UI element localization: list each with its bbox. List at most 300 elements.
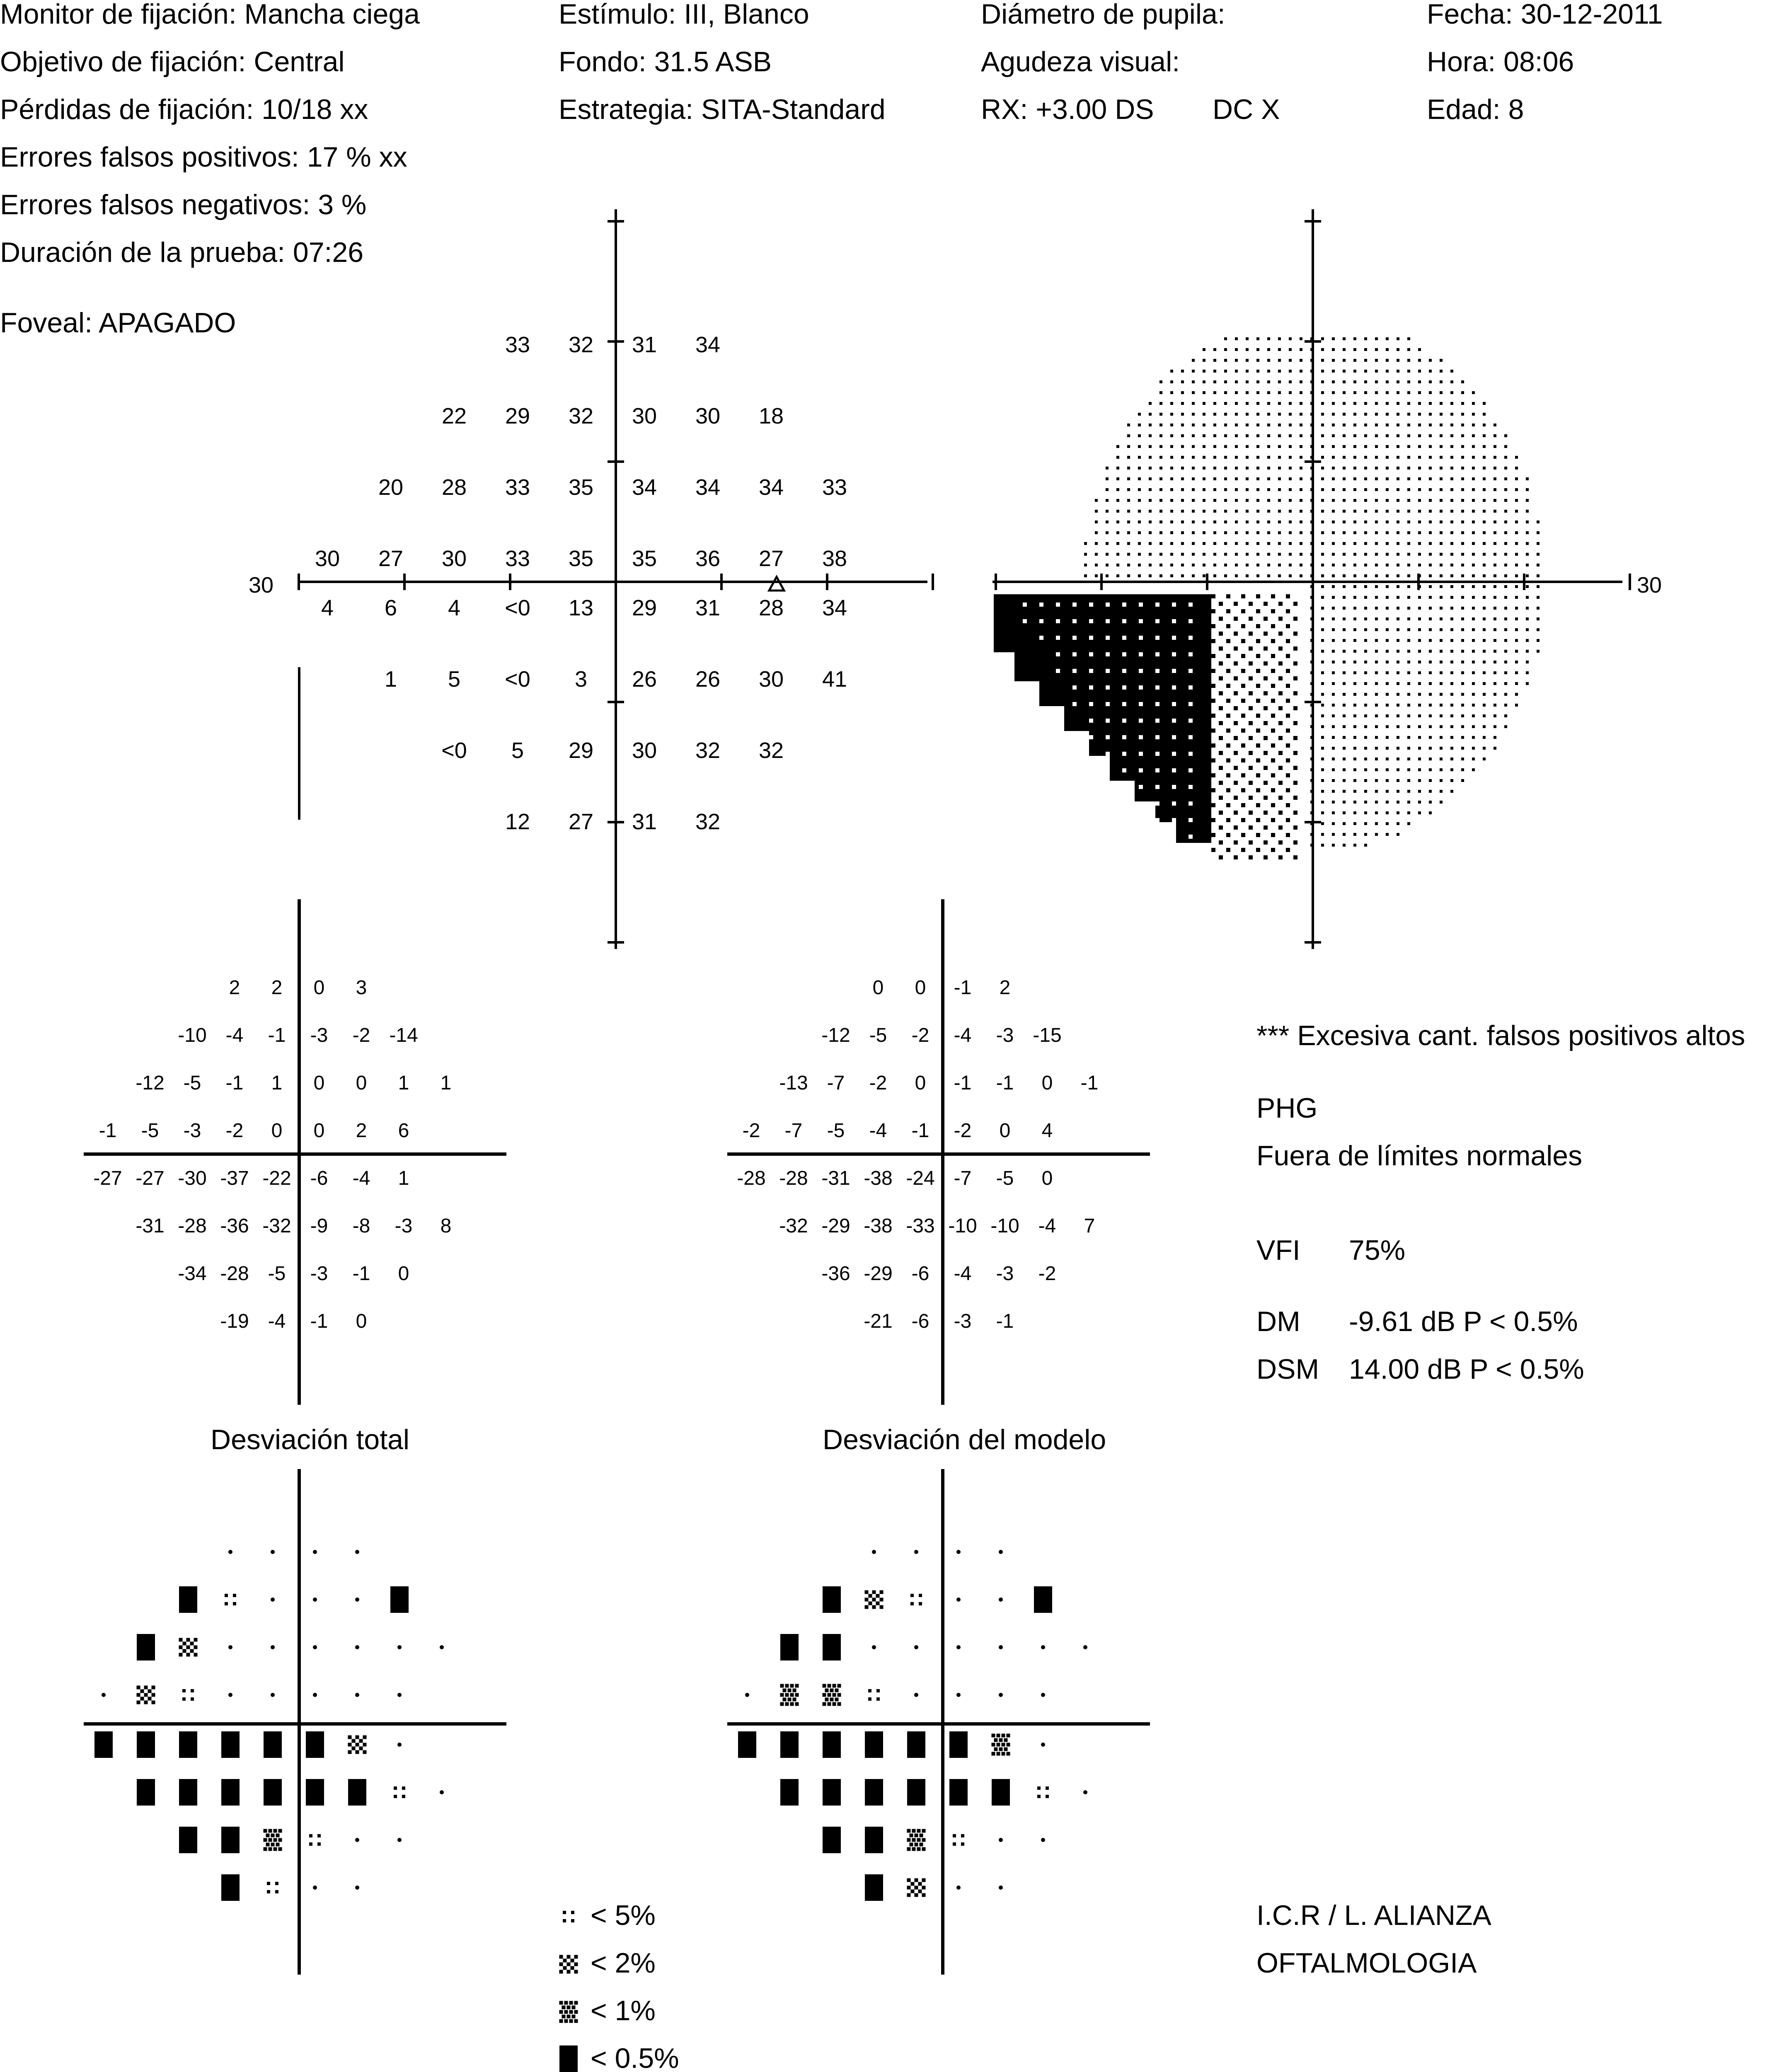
- pattern-deviation-value: -2: [911, 1024, 930, 1046]
- prob-symbol-05: [865, 1874, 883, 1901]
- pattern-deviation-value: -2: [1038, 1263, 1056, 1285]
- pattern-deviation-value: -38: [864, 1167, 893, 1189]
- pattern-deviation-value: -6: [911, 1310, 930, 1332]
- total-deviation-value: -5: [183, 1072, 201, 1094]
- prob-symbol-05: [738, 1731, 756, 1758]
- threshold-value: 33: [505, 332, 530, 357]
- pattern-deviation-value: -5: [827, 1120, 845, 1142]
- threshold-value: 22: [441, 404, 467, 428]
- threshold-value: 12: [505, 809, 530, 834]
- prob-symbol-normal: [271, 1645, 275, 1649]
- pattern-deviation-value: -3: [954, 1310, 972, 1332]
- prob-symbol-normal: [999, 1550, 1003, 1554]
- pattern-deviation-value: -1: [1080, 1072, 1099, 1094]
- total-deviation-value: -37: [220, 1167, 249, 1189]
- prob-symbol-normal: [956, 1598, 961, 1602]
- prob-symbol-1: [992, 1734, 1010, 1756]
- legend-5pct: < 5%: [591, 1900, 656, 1931]
- prob-symbol-normal: [1041, 1693, 1045, 1697]
- legend-2pct: < 2%: [591, 1947, 656, 1979]
- threshold-value: <0: [441, 738, 467, 763]
- threshold-value: 6: [384, 595, 397, 620]
- prob-symbol-2: [179, 1638, 198, 1657]
- visual-acuity: Agudeza visual:: [981, 46, 1180, 77]
- total-deviation-value: -10: [178, 1024, 207, 1046]
- prob-symbol-2: [907, 1878, 926, 1897]
- rx-sphere: RX: +3.00 DS: [981, 94, 1154, 125]
- pattern-deviation-value: -36: [821, 1263, 850, 1285]
- prob-symbol-normal: [956, 1886, 961, 1890]
- prob-symbol-05: [949, 1731, 968, 1758]
- threshold-value: 30: [695, 404, 721, 428]
- pattern-deviation-title: Desviación del modelo: [823, 1424, 1106, 1455]
- prob-symbol-1: [264, 1829, 282, 1851]
- prob-symbol-normal: [355, 1645, 359, 1649]
- prob-symbol-normal: [999, 1693, 1003, 1697]
- threshold-value: 34: [758, 475, 784, 500]
- prob-symbol-5: [225, 1594, 236, 1605]
- total-deviation-value: 0: [356, 1310, 367, 1332]
- threshold-value: 4: [321, 595, 334, 620]
- threshold-value: 30: [441, 546, 467, 571]
- prob-symbol-1: [780, 1684, 799, 1706]
- ght-value: Fuera de límites normales: [1256, 1140, 1583, 1172]
- prob-symbol-2: [559, 1955, 578, 1974]
- pupil-diameter: Diámetro de pupila:: [981, 0, 1225, 30]
- prob-symbol-normal: [745, 1693, 749, 1697]
- prob-symbol-05: [949, 1779, 968, 1806]
- prob-symbol-05: [823, 1827, 841, 1853]
- prob-symbol-normal: [397, 1693, 402, 1697]
- pattern-deviation-value: 0: [1041, 1167, 1053, 1189]
- prob-symbol-normal: [440, 1790, 444, 1794]
- prob-symbol-5: [910, 1594, 922, 1605]
- pattern-deviation-value: -1: [954, 1072, 972, 1094]
- threshold-value: 32: [695, 738, 721, 763]
- legend-05pct: < 0.5%: [591, 2043, 679, 2072]
- prob-symbol-5: [953, 1834, 964, 1846]
- prob-symbol-05: [137, 1731, 155, 1758]
- pattern-deviation-value: 0: [915, 1072, 926, 1094]
- prob-symbol-05: [137, 1779, 155, 1806]
- threshold-value: 4: [448, 595, 461, 620]
- pattern-deviation-value: -31: [821, 1167, 850, 1189]
- total-deviation-value: -1: [99, 1120, 117, 1142]
- prob-symbol-normal: [355, 1550, 359, 1554]
- threshold-value: 5: [448, 667, 461, 692]
- prob-symbol-05: [823, 1731, 841, 1758]
- md-value: -9.61 dB P < 0.5%: [1349, 1306, 1578, 1337]
- prob-symbol-normal: [999, 1645, 1003, 1649]
- prob-symbol-normal: [956, 1645, 961, 1649]
- test-duration: Duración de la prueba: 07:26: [0, 237, 364, 268]
- pattern-deviation-value: 7: [1084, 1215, 1095, 1237]
- pattern-deviation-value: -21: [864, 1310, 893, 1332]
- threshold-value: 5: [511, 738, 524, 763]
- pattern-deviation-value: -10: [948, 1215, 977, 1237]
- threshold-value: 31: [632, 809, 657, 834]
- total-deviation-value: -12: [136, 1072, 165, 1094]
- total-deviation-value: -3: [183, 1120, 201, 1142]
- threshold-value: 30: [632, 738, 657, 763]
- prob-symbol-normal: [313, 1693, 317, 1697]
- prob-symbol-5: [267, 1882, 278, 1893]
- prob-symbol-05: [865, 1827, 883, 1853]
- pattern-deviation-value: -29: [821, 1215, 850, 1237]
- total-deviation-value: -5: [268, 1263, 286, 1285]
- pattern-deviation-value: 0: [872, 977, 884, 999]
- department: OFTALMOLOGIA: [1256, 1947, 1477, 1979]
- total-deviation-value: -22: [262, 1167, 291, 1189]
- threshold-value: 1: [384, 667, 397, 692]
- prob-symbol-normal: [397, 1743, 402, 1747]
- total-deviation-value: -3: [310, 1024, 328, 1046]
- prob-symbol-normal: [872, 1645, 876, 1649]
- threshold-value: 35: [632, 546, 657, 571]
- prob-symbol-normal: [440, 1645, 444, 1649]
- threshold-value: 27: [758, 546, 784, 571]
- threshold-value: 34: [822, 595, 847, 620]
- pattern-deviation-value: -1: [911, 1120, 930, 1142]
- prob-symbol-05: [992, 1779, 1010, 1806]
- threshold-value: 32: [758, 738, 784, 763]
- md-label: DM: [1256, 1306, 1300, 1337]
- prob-symbol-05: [780, 1779, 799, 1806]
- pattern-deviation-value: -15: [1033, 1024, 1062, 1046]
- threshold-value: 30: [315, 546, 340, 571]
- legend-symbols: [559, 1911, 578, 2072]
- threshold-value: 31: [695, 595, 721, 620]
- total-deviation-value: -1: [310, 1310, 328, 1332]
- total-deviation-value: -3: [395, 1215, 413, 1237]
- total-deviation-value: -28: [178, 1215, 207, 1237]
- threshold-value: 41: [822, 667, 847, 692]
- prob-symbol-05: [179, 1827, 197, 1853]
- threshold-value: 28: [441, 475, 467, 500]
- prob-symbol-normal: [313, 1598, 317, 1602]
- prob-symbol-05: [823, 1586, 841, 1613]
- prob-symbol-05: [348, 1779, 366, 1806]
- fixation-target: Objetivo de fijación: Central: [0, 46, 345, 77]
- prob-symbol-5: [394, 1786, 405, 1798]
- prob-symbol-05: [179, 1779, 197, 1806]
- threshold-value: 29: [568, 738, 594, 763]
- threshold-value: 13: [568, 595, 594, 620]
- pattern-deviation-value: -2: [869, 1072, 887, 1094]
- total-deviation-value: 3: [356, 977, 367, 999]
- false-neg-errors: Errores falsos negativos: 3 %: [0, 189, 367, 220]
- pattern-deviation-value: -29: [864, 1263, 893, 1285]
- prob-symbol-normal: [914, 1550, 918, 1554]
- psd-label: DSM: [1256, 1353, 1319, 1385]
- prob-symbol-05: [907, 1731, 925, 1758]
- rx-cyl: DC X: [1213, 94, 1280, 125]
- prob-symbol-1: [907, 1829, 926, 1851]
- prob-symbol-5: [1037, 1786, 1049, 1798]
- prob-symbol-2: [865, 1590, 884, 1609]
- total-deviation-value: -9: [310, 1215, 328, 1237]
- pattern-deviation-value: -1: [996, 1072, 1014, 1094]
- pattern-deviation-value: -33: [906, 1215, 935, 1237]
- prob-symbol-normal: [397, 1645, 402, 1649]
- threshold-value: 29: [505, 404, 530, 428]
- threshold-value: 18: [758, 404, 784, 428]
- prob-symbol-normal: [999, 1886, 1003, 1890]
- prob-symbol-05: [264, 1731, 282, 1758]
- total-deviation-value: -5: [141, 1120, 159, 1142]
- threshold-value: 38: [822, 546, 847, 571]
- prob-symbol-normal: [355, 1598, 359, 1602]
- prob-symbol-05: [865, 1731, 883, 1758]
- total-deviation-value: -28: [220, 1263, 249, 1285]
- total-deviation-value: 6: [398, 1120, 409, 1142]
- total-probability-map: [94, 1550, 444, 1901]
- pattern-deviation-value: -4: [954, 1263, 972, 1285]
- prob-symbol-normal: [355, 1886, 359, 1890]
- vfi-value: 75%: [1349, 1234, 1406, 1266]
- prob-symbol-normal: [355, 1693, 359, 1697]
- grayscale-scale-label: 30: [1637, 573, 1662, 598]
- pattern-deviation-value: 4: [1041, 1120, 1053, 1142]
- pattern-probability-map: [738, 1550, 1087, 1901]
- total-deviation-value: 0: [313, 1120, 325, 1142]
- prob-symbol-normal: [914, 1645, 918, 1649]
- total-deviation-value: -6: [310, 1167, 328, 1189]
- total-deviation-value: 1: [398, 1167, 409, 1189]
- prob-symbol-normal: [1041, 1743, 1045, 1747]
- legend-1pct: < 1%: [591, 1995, 656, 2026]
- total-deviation-value: -4: [352, 1167, 370, 1189]
- threshold-value: 26: [695, 667, 721, 692]
- prob-symbol-05: [264, 1779, 282, 1806]
- pattern-deviation-value: -28: [737, 1167, 766, 1189]
- pattern-deviation-value: -4: [869, 1120, 887, 1142]
- total-deviation-value: 8: [440, 1215, 452, 1237]
- fixation-monitor: Monitor de fijación: Mancha ciega: [0, 0, 420, 30]
- prob-symbol-normal: [271, 1598, 275, 1602]
- pattern-deviation-value: -6: [911, 1263, 930, 1285]
- pattern-deviation-value: -5: [869, 1024, 887, 1046]
- total-deviation-value: -34: [178, 1263, 207, 1285]
- pattern-deviation-value: -3: [996, 1263, 1014, 1285]
- prob-symbol-normal: [271, 1550, 275, 1554]
- total-deviation-value: -27: [93, 1167, 122, 1189]
- total-deviation-value: -4: [225, 1024, 244, 1046]
- prob-symbol-normal: [313, 1886, 317, 1890]
- total-deviation-value: -4: [268, 1310, 286, 1332]
- total-deviation-value: -1: [352, 1263, 370, 1285]
- total-deviation-value: 0: [313, 1072, 325, 1094]
- prob-symbol-5: [182, 1689, 194, 1701]
- prob-symbol-normal: [228, 1693, 232, 1697]
- threshold-value: 31: [632, 332, 657, 357]
- threshold-value: <0: [505, 595, 530, 620]
- prob-symbol-normal: [1041, 1645, 1045, 1649]
- pattern-deviation-value: -7: [827, 1072, 845, 1094]
- prob-symbol-5: [563, 1911, 574, 1922]
- prob-symbol-1: [823, 1684, 841, 1706]
- threshold-value: 33: [822, 475, 847, 500]
- prob-symbol-normal: [1041, 1838, 1045, 1842]
- prob-symbol-05: [823, 1634, 841, 1661]
- threshold-value: 30: [758, 667, 784, 692]
- pattern-deviation-value: -10: [990, 1215, 1019, 1237]
- total-deviation-value: -1: [225, 1072, 244, 1094]
- threshold-value: 28: [758, 595, 784, 620]
- fixation-losses: Pérdidas de fijación: 10/18 xx: [0, 94, 368, 125]
- age: Edad: 8: [1427, 94, 1524, 125]
- total-deviation-value: 1: [440, 1072, 452, 1094]
- total-deviation-value: -14: [389, 1024, 418, 1046]
- threshold-value: 36: [695, 546, 721, 571]
- total-deviation-value: -2: [352, 1024, 370, 1046]
- pattern-deviation-value: 2: [999, 977, 1011, 999]
- prob-symbol-normal: [956, 1550, 961, 1554]
- foveal: Foveal: APAGADO: [0, 307, 236, 339]
- threshold-value: 34: [632, 475, 657, 500]
- threshold-value: 32: [568, 404, 594, 428]
- prob-symbol-normal: [956, 1693, 961, 1697]
- threshold-value: 32: [695, 809, 721, 834]
- total-deviation-value: 2: [356, 1120, 367, 1142]
- total-deviation-value: 0: [313, 977, 325, 999]
- pattern-deviation-value: -1: [996, 1310, 1014, 1332]
- prob-symbol-2: [137, 1686, 155, 1704]
- pattern-deviation-value: -2: [954, 1120, 972, 1142]
- prob-symbol-normal: [313, 1645, 317, 1649]
- threshold-value: 34: [695, 332, 721, 357]
- total-deviation-value: -36: [220, 1215, 249, 1237]
- total-deviation-value: 1: [271, 1072, 283, 1094]
- prob-symbol-normal: [228, 1550, 232, 1554]
- total-deviation-value: -1: [268, 1024, 286, 1046]
- pattern-deviation-value: -38: [864, 1215, 893, 1237]
- prob-symbol-5: [868, 1689, 880, 1701]
- prob-symbol-05: [94, 1731, 113, 1758]
- false-pos-errors: Errores falsos positivos: 17 % xx: [0, 141, 407, 173]
- threshold-value: 33: [505, 475, 530, 500]
- prob-symbol-1: [559, 2001, 578, 2023]
- clinic-name: I.C.R / L. ALIANZA: [1256, 1900, 1491, 1931]
- prob-symbol-05: [221, 1779, 240, 1806]
- total-deviation-value: 2: [271, 977, 283, 999]
- pattern-deviation-value: -7: [784, 1120, 803, 1142]
- prob-symbol-05: [221, 1874, 240, 1901]
- total-deviation-value: 0: [398, 1263, 409, 1285]
- threshold-value: 27: [568, 809, 594, 834]
- prob-symbol-normal: [999, 1598, 1003, 1602]
- fp-warning: *** Excesiva cant. falsos positivos altos: [1256, 1020, 1745, 1051]
- total-deviation-value: 0: [356, 1072, 367, 1094]
- psd-value: 14.00 dB P < 0.5%: [1349, 1353, 1584, 1385]
- prob-symbol-05: [137, 1634, 155, 1661]
- pattern-deviation-value: -12: [821, 1024, 850, 1046]
- pattern-deviation-value: -24: [906, 1167, 935, 1189]
- prob-symbol-05: [780, 1634, 799, 1661]
- pattern-deviation-value: -32: [779, 1215, 808, 1237]
- prob-symbol-05: [1034, 1586, 1052, 1613]
- prob-symbol-normal: [355, 1838, 359, 1842]
- prob-symbol-normal: [313, 1550, 317, 1554]
- pattern-deviation-value: 0: [915, 977, 926, 999]
- prob-symbol-05: [179, 1586, 197, 1613]
- pattern-deviation-value: -1: [954, 977, 972, 999]
- total-deviation-value: -8: [352, 1215, 370, 1237]
- prob-symbol-05: [221, 1731, 240, 1758]
- threshold-value: 34: [695, 475, 721, 500]
- threshold-value: 35: [568, 546, 594, 571]
- pattern-deviation-value: -2: [742, 1120, 760, 1142]
- stimulus: Estímulo: III, Blanco: [559, 0, 809, 30]
- prob-symbol-5: [309, 1834, 321, 1846]
- threshold-value: 27: [378, 546, 404, 571]
- threshold-value: 26: [632, 667, 657, 692]
- threshold-value: 33: [505, 546, 530, 571]
- total-deviation-value: -32: [262, 1215, 291, 1237]
- total-deviation-value: -3: [310, 1263, 328, 1285]
- prob-symbol-normal: [1083, 1790, 1087, 1794]
- pattern-deviation-value: -7: [954, 1167, 972, 1189]
- prob-symbol-05: [780, 1731, 799, 1758]
- prob-symbol-05: [179, 1731, 197, 1758]
- pattern-deviation-value: -3: [996, 1024, 1014, 1046]
- prob-symbol-normal: [397, 1838, 402, 1842]
- pattern-deviation-value: 0: [999, 1120, 1011, 1142]
- pattern-deviation-value: -5: [996, 1167, 1014, 1189]
- prob-symbol-normal: [271, 1693, 275, 1697]
- total-deviation-value: -27: [136, 1167, 165, 1189]
- total-deviation-title: Desviación total: [211, 1424, 410, 1455]
- prob-symbol-normal: [102, 1693, 106, 1697]
- pattern-deviation-value: 0: [1041, 1072, 1053, 1094]
- threshold-value: <0: [505, 667, 530, 692]
- date: Fecha: 30-12-2011: [1427, 0, 1663, 30]
- pattern-deviation-value: -28: [779, 1167, 808, 1189]
- total-deviation-value: 1: [398, 1072, 409, 1094]
- vfi-label: VFI: [1256, 1234, 1300, 1266]
- prob-symbol-normal: [1083, 1645, 1087, 1649]
- time: Hora: 08:06: [1427, 46, 1574, 77]
- total-deviation-value: -31: [136, 1215, 165, 1237]
- background: Fondo: 31.5 ASB: [559, 46, 772, 77]
- prob-symbol-normal: [914, 1693, 918, 1697]
- threshold-value: 20: [378, 475, 404, 500]
- prob-symbol-05: [823, 1779, 841, 1806]
- threshold-value: 3: [574, 667, 588, 692]
- total-deviation-value: -19: [220, 1310, 249, 1332]
- threshold-value: 35: [568, 475, 594, 500]
- pattern-deviation-value: -4: [1038, 1215, 1056, 1237]
- ght-label: PHG: [1256, 1092, 1318, 1124]
- prob-symbol-2: [348, 1736, 367, 1754]
- threshold-value: 32: [568, 332, 594, 357]
- total-deviation-value: -2: [225, 1120, 244, 1142]
- threshold-scale-label: 30: [249, 573, 274, 598]
- pattern-deviation-value: -13: [779, 1072, 808, 1094]
- total-deviation-value: -30: [178, 1167, 207, 1189]
- prob-symbol-05: [907, 1779, 925, 1806]
- total-deviation-value: 2: [229, 977, 240, 999]
- prob-symbol-05: [390, 1586, 409, 1613]
- prob-symbol-05: [221, 1827, 240, 1853]
- strategy: Estrategia: SITA-Standard: [559, 94, 886, 125]
- prob-symbol-05: [559, 2045, 578, 2072]
- prob-symbol-normal: [872, 1550, 876, 1554]
- prob-symbol-normal: [999, 1838, 1003, 1842]
- prob-symbol-05: [306, 1779, 324, 1806]
- prob-symbol-05: [306, 1731, 324, 1758]
- pattern-deviation-value: -4: [954, 1024, 972, 1046]
